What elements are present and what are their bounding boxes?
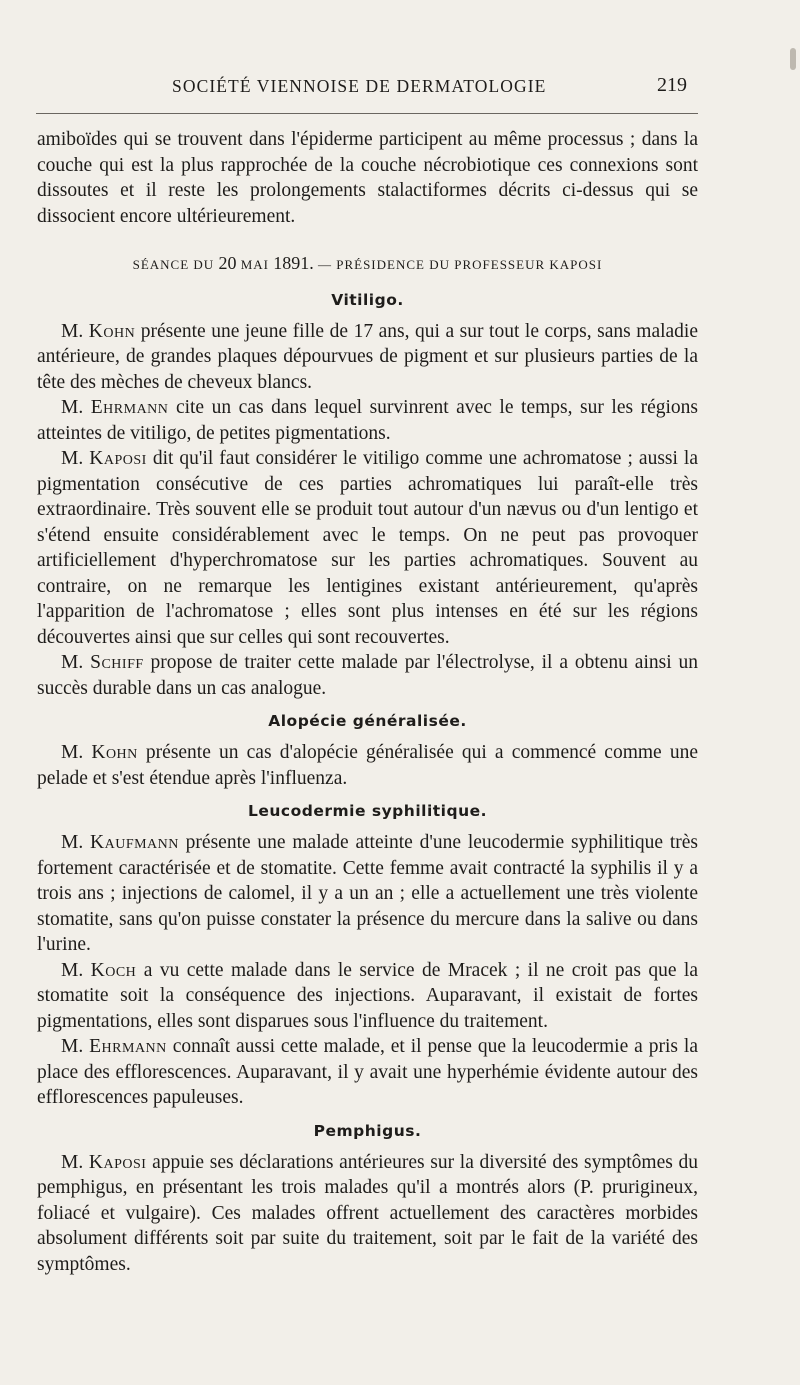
running-title: SOCIÉTÉ VIENNOISE DE DERMATOLOGIE <box>172 76 547 96</box>
speaker-name: Kaposi <box>88 1151 147 1173</box>
section-title-leucodermie: Leucodermie syphilitique. <box>247 802 488 820</box>
paragraph-text: connaît aussi cette malade, et il pense que la leucodermie a pris la place des efflorescences. Auparavant, il y avait une hyperhémie évidente autour des efflorescences papuleuses. <box>37 1036 698 1108</box>
paragraph-text: a vu cette malade dans le service de Mracek ; il ne croit pas que la stomatite soit la conséquence des injections. Auparavant, il existait de fortes pigmentations, elles sont disparues sous l'influence du traitement. <box>37 959 699 1032</box>
continued-paragraph: amiboïdes qui se trouvent dans l'épiderme participent au même processus ; dans la couche qui est la plus rapprochée de la couche nécrobiotique ces connexions sont dissoutes et il reste les prolongements stalactiformes décrits ci-dessus qui se dissocient encore ultérieurement. <box>37 129 698 227</box>
speaker-name: Kaufmann <box>90 832 179 853</box>
paragraph-ehrmann-vitiligo <box>37 395 698 446</box>
session-month: MAI <box>240 257 269 272</box>
honorific: M. <box>61 742 84 763</box>
speaker-name: Ehrmann <box>90 397 169 418</box>
ink-mark <box>790 48 796 70</box>
speaker-name: Koch <box>90 959 137 981</box>
honorific: M. <box>61 959 84 981</box>
page-number: 219 <box>657 74 687 96</box>
paragraph-text: appuie ses déclarations antérieures sur la diversité des symptômes du pemphigus, en présentant les trois malades qu'il a montrés alors (P. prurigineux, foliacé et vulgaire). Ces malades offrent actuellement des caractères morbides absolument différents soit par suite du traitement, soit par le fait de la variété des symptômes. <box>37 1151 698 1275</box>
speaker-name: Kohn <box>88 320 136 342</box>
paragraph-kaposi-pemphigus <box>37 1150 698 1278</box>
paragraph-ehrmann-leucodermie <box>37 1034 698 1111</box>
session-date: 20 <box>218 253 237 273</box>
paragraph-text: présente une jeune fille de 17 ans, qui a sur tout le corps, sans maladie antérieure, de grandes plaques dépourvues de pigment et sur plusieurs parties de la tête des mèches de cheveux blancs. <box>37 320 699 393</box>
honorific: M. <box>61 1151 84 1173</box>
paragraph-kaposi-vitiligo <box>37 446 698 650</box>
session-heading <box>37 251 698 278</box>
paragraph-text: présente un cas d'alopécie généralisée qui a commencé comme une pelade et s'est étendue après l'influenza. <box>37 742 698 789</box>
honorific: M. <box>61 320 84 342</box>
honorific: M. <box>61 1036 84 1057</box>
paragraph-text: cite un cas dans lequel survinrent avec le temps, sur les régions atteintes de vitiligo, de petites pigmentations. <box>37 397 699 444</box>
speaker-name: Kohn <box>91 742 138 763</box>
speaker-name: Schiff <box>90 652 144 673</box>
paragraph-schiff-vitiligo <box>37 650 698 701</box>
section-title-vitiligo: Vitiligo. <box>331 290 404 309</box>
paragraph-kaufmann-leucodermie <box>37 830 698 958</box>
session-pre: SÉANCE DU <box>132 257 215 272</box>
running-header <box>172 74 687 104</box>
honorific: M. <box>61 652 84 673</box>
honorific: M. <box>61 832 84 853</box>
paragraph-koch-leucodermie <box>37 958 698 1035</box>
paragraph-text: dit qu'il faut considérer le vitiligo comme une achromatose ; aussi la pigmentation consécutive de ces parties achromatiques lui paraît-elle très extraordinaire. Très souvent elle se produit tout autour d'un nævus ou d'un lentigo et s'étend ensuite considérablement avec le temps. On ne peut pas provoquer artificiellement d'hyperchromatose sur les parties achromatiques. Souvent au contraire, on ne remarque les lentigines existant antérieurement, qu'après l'apparition de l'achromatose ; elles sont plus intenses en été sur les régions découvertes ainsi que sur celles qui sont recouvertes. <box>37 448 699 648</box>
header-rule <box>36 113 698 114</box>
section-title-alopecie: Alopécie généralisée. <box>268 712 467 730</box>
paragraph-text: propose de traiter cette malade par l'électrolyse, il a obtenu ainsi un succès durable dans un cas analogue. <box>37 652 699 699</box>
body-text <box>37 127 698 1277</box>
honorific: M. <box>61 448 84 469</box>
speaker-name: Kaposi <box>89 448 147 469</box>
speaker-name: Ehrmann <box>89 1036 167 1057</box>
session-year: 1891. <box>273 253 314 273</box>
paragraph-text: présente une malade atteinte d'une leucodermie syphilitique très fortement caractérisée et de stomatite. Cette femme avait contracté la syphilis il y a trois ans ; injections de calomel, il y a un an ; elle a actuellement une très violente stomatite, sans qu'on puisse constater la présence du mercure dans la salive ou dans l'urine. <box>37 832 698 955</box>
paragraph-kohn-vitiligo <box>37 319 698 396</box>
section-title-pemphigus: Pemphigus. <box>313 1121 422 1140</box>
paragraph-kohn-alopecie <box>37 740 698 791</box>
session-presidency: — PRÉSIDENCE DU PROFESSEUR KAPOSI <box>317 257 603 272</box>
honorific: M. <box>61 397 84 418</box>
